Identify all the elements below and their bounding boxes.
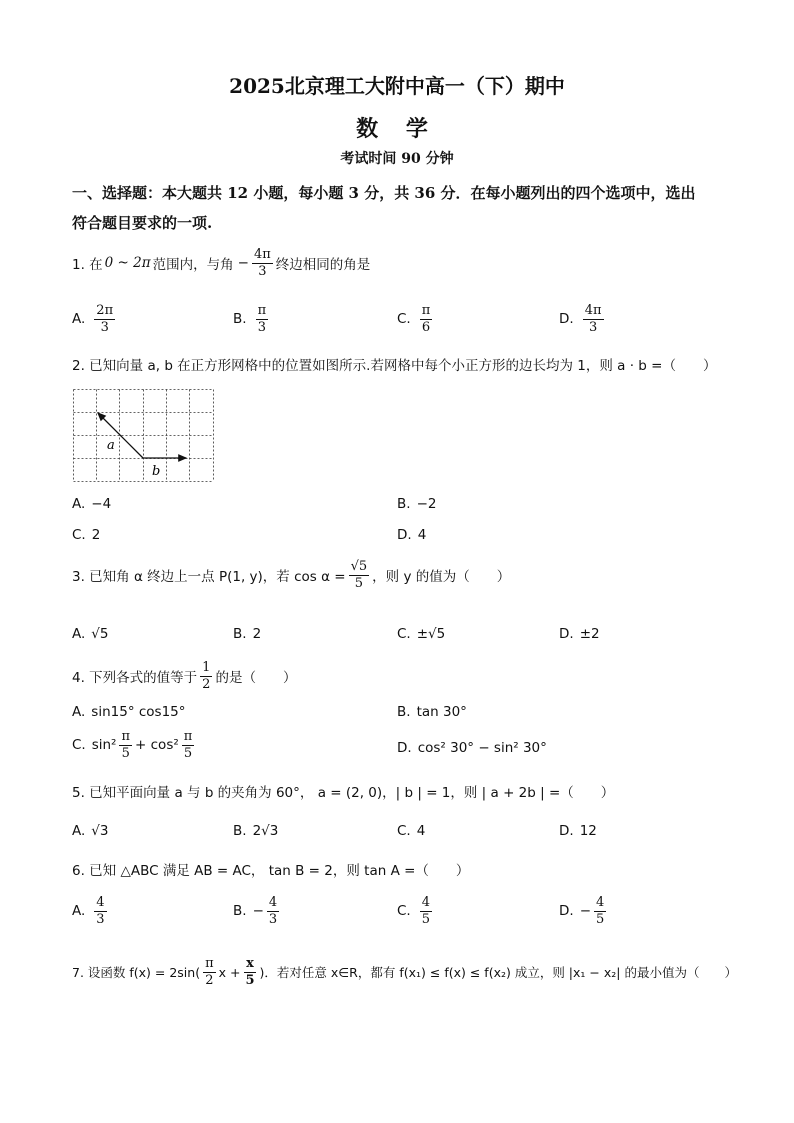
question-7: 7. 设函数 f(x) = 2sin( $\frac{\pi}{2}$ x + $\frac{x}{5}$ )．若对任意 x∈R，都有 f(x₁) ≤ f(x) ≤ f(x₂) 成立，则 |x₁ − x₂| 的最小值为（ ） [72,956,737,988]
q1-range: 0 ~ 2π [104,255,151,272]
q1-option-c[interactable]: C. $\frac{\pi}{6}$ [397,303,431,335]
question-1 [72,248,370,278]
q6-option-a[interactable]: A. $\frac{4}{3}$ [72,895,105,927]
q1-angle-fraction [252,248,273,278]
q4-option-d[interactable]: D. cos² 30° − sin² 30° [397,740,547,756]
q1-angle-den: 3 [258,263,267,279]
exam-time: 考试时间 90 分钟 [340,151,454,167]
q1-neg: − [237,255,249,272]
q4-option-c[interactable]: C. sin² $\frac{\pi}{5}$ + cos² $\frac{\pi}{5}$ [72,729,193,761]
q3-option-a[interactable]: A. √5 [72,626,109,642]
question-3: 3. 已知角 α 终边上一点 P(1, y)，若 cos α = $\frac{√5}{5}$ ，则 y 的值为（ ） [72,559,511,591]
q3-option-c[interactable]: C. ±√5 [397,626,446,642]
q1-post: 终边相同的角是 [275,257,371,274]
question-2: 2. 已知向量 a, b 在正方形网格中的位置如图所示.若网格中每个小正方形的边长均为 1，则 a · b =（ ） [72,358,717,374]
q3-option-d[interactable]: D. ±2 [559,626,600,642]
section-heading-line2: 符合题目要求的一项. [72,214,213,232]
q4-option-b[interactable]: B. tan 30° [397,704,467,720]
section-heading-line1: 一、选择题：本大题共 12 小题，每小题 3 分，共 36 分．在每小题列出的四个选项中，选出 [72,184,696,202]
q1-option-d[interactable]: D. $\frac{4\pi}{3}$ [559,303,602,335]
q3-option-b[interactable]: B. 2 [233,626,262,642]
q6-option-b[interactable]: B. − $\frac{4}{3}$ [233,895,278,927]
q2-option-d[interactable]: D. 4 [397,527,427,543]
subject-title: 数 学 [356,116,438,142]
q2-option-c[interactable]: C. 2 [72,527,101,543]
q6-option-d[interactable]: D. − $\frac{4}{5}$ [559,895,605,927]
question-4: 4. 下列各式的值等于 $\frac{1}{2}$ 的是（ ） [72,660,297,692]
q1-option-b[interactable]: B. $\frac{\pi}{3}$ [233,303,267,335]
vector-a-arrow [98,413,143,458]
question-5: 5. 已知平面向量 a 与 b 的夹角为 60°， a = (2, 0)，| b | = 1，则 | a + 2b | =（ ） [72,785,615,801]
q4-option-a[interactable]: A. sin15° cos15° [72,704,186,720]
q1-angle-num: 4π [253,247,271,262]
vector-grid-figure [73,389,215,482]
vector-b-label: b [152,464,161,479]
q1-pre: 1. 在 [72,257,103,274]
q5-option-a[interactable]: A. √3 [72,823,109,839]
q2-option-a[interactable]: A. −4 [72,496,112,512]
q5-option-d[interactable]: D. 12 [559,823,597,839]
q5-option-c[interactable]: C. 4 [397,823,426,839]
q1-mid: 范围内，与角 [152,257,234,274]
q5-option-b[interactable]: B. 2√3 [233,823,279,839]
vector-a-label: a [107,438,115,453]
q1-option-a[interactable]: A. $\frac{2\pi}{3}$ [72,303,114,335]
page-title: 2025北京理工大附中高一（下）期中 [229,74,565,98]
q6-option-c[interactable]: C. $\frac{4}{5}$ [397,895,430,927]
grid-lines [74,390,214,482]
q2-option-b[interactable]: B. −2 [397,496,437,512]
question-6: 6. 已知 △ABC 满足 AB = AC， tan B = 2，则 tan A =（ ） [72,863,470,879]
